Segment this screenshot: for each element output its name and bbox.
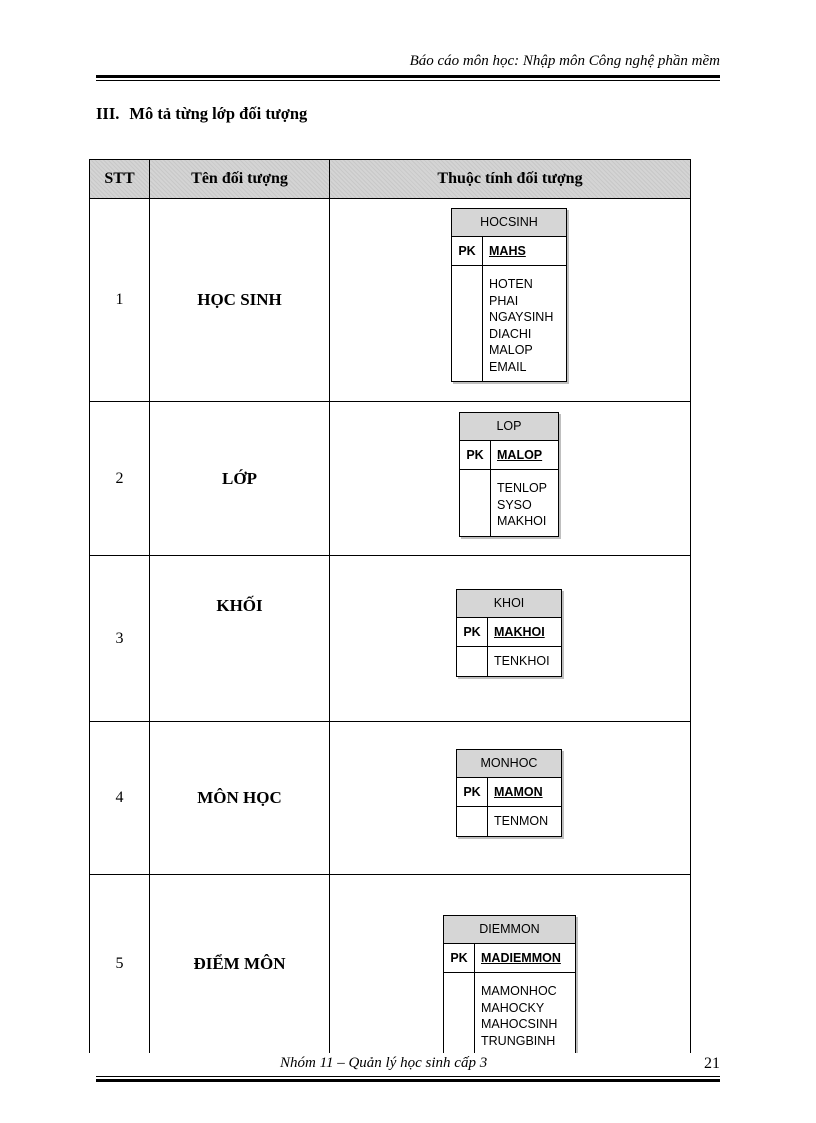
attribute: EMAIL bbox=[489, 359, 527, 374]
row-stt: 3 bbox=[90, 556, 150, 722]
attribute: MAKHOI bbox=[497, 514, 547, 528]
entity-title: KHOI bbox=[457, 590, 561, 618]
attribute: MALOP bbox=[489, 343, 533, 357]
row-attributes-cell bbox=[330, 875, 691, 1053]
entity-attribute-row bbox=[457, 647, 561, 676]
footer-rule-thick bbox=[96, 1079, 720, 1082]
page-header-title: Báo cáo môn học: Nhập môn Công nghệ phần mềm bbox=[409, 53, 720, 69]
attribute: TENLOP bbox=[497, 481, 548, 495]
entity-box-hocsinh bbox=[451, 208, 567, 382]
table-row bbox=[90, 199, 691, 402]
column-header-stt: STT bbox=[90, 160, 150, 199]
table-header-row bbox=[90, 160, 691, 199]
row-object-name: LỚP bbox=[150, 402, 330, 556]
attribute: TENKHOI bbox=[494, 654, 550, 668]
pk-label: PK bbox=[452, 237, 483, 265]
entity-title: HOCSINH bbox=[452, 209, 566, 237]
column-header-name: Tên đối tượng bbox=[150, 160, 330, 199]
pk-label: PK bbox=[457, 778, 488, 806]
header-rule-thin bbox=[96, 80, 720, 81]
page-footer-text: Nhóm 11 – Quản lý học sinh cấp 3 bbox=[280, 1055, 488, 1071]
entity-box-khoi bbox=[456, 589, 562, 677]
row-object-name: MÔN HỌC bbox=[150, 722, 330, 875]
row-stt: 2 bbox=[90, 402, 150, 556]
footer-rule-thin bbox=[96, 1076, 720, 1077]
table-row bbox=[90, 875, 691, 1053]
attribute-list bbox=[483, 266, 566, 381]
row-attributes-cell bbox=[330, 556, 691, 722]
entity-title: DIEMMON bbox=[444, 916, 575, 944]
primary-key: MAHS bbox=[489, 244, 526, 258]
attribute: MAMONHOC bbox=[481, 984, 557, 998]
attribute: TRUNGBINH bbox=[481, 1033, 556, 1048]
entity-attribute-row bbox=[460, 470, 558, 536]
entity-title: MONHOC bbox=[457, 750, 561, 778]
attribute: DIACHI bbox=[489, 326, 532, 341]
entity-attribute-row bbox=[444, 973, 575, 1053]
table-row bbox=[90, 556, 691, 722]
section-number: III. bbox=[96, 104, 120, 123]
object-table bbox=[89, 159, 691, 1053]
attribute: NGAYSINH bbox=[489, 310, 554, 324]
entity-title: LOP bbox=[460, 413, 558, 441]
attribute: TENMON bbox=[494, 814, 549, 828]
pk-label: PK bbox=[444, 944, 475, 972]
section-heading bbox=[96, 104, 307, 124]
attribute-list bbox=[488, 807, 561, 836]
entity-pk-row bbox=[460, 441, 558, 470]
table-row bbox=[90, 722, 691, 875]
row-object-name: HỌC SINH bbox=[150, 199, 330, 402]
primary-key: MADIEMMON bbox=[481, 951, 561, 965]
entity-box-diemmon bbox=[443, 915, 576, 1053]
attribute: PHAI bbox=[489, 293, 519, 308]
entity-pk-row bbox=[457, 778, 561, 807]
primary-key: MALOP bbox=[497, 448, 543, 462]
attribute: SYSO bbox=[497, 497, 532, 512]
section-title: Mô tả từng lớp đối tượng bbox=[129, 104, 308, 123]
attribute-list bbox=[491, 470, 558, 536]
attribute: MAHOCKY bbox=[481, 1000, 545, 1015]
pk-label: PK bbox=[457, 618, 488, 646]
entity-box-monhoc bbox=[456, 749, 562, 837]
row-attributes-cell bbox=[330, 402, 691, 556]
entity-pk-row bbox=[452, 237, 566, 266]
row-stt: 1 bbox=[90, 199, 150, 402]
entity-pk-row bbox=[457, 618, 561, 647]
page-number: 21 bbox=[704, 1055, 720, 1072]
header-rule-thick bbox=[96, 75, 720, 78]
row-object-name: KHỐI bbox=[150, 556, 330, 722]
attribute-list bbox=[488, 647, 561, 676]
primary-key: MAKHOI bbox=[494, 625, 545, 639]
entity-pk-row bbox=[444, 944, 575, 973]
entity-box-lop bbox=[459, 412, 559, 537]
entity-attribute-row bbox=[457, 807, 561, 836]
attribute: HOTEN bbox=[489, 277, 533, 291]
pk-label: PK bbox=[460, 441, 491, 469]
entity-attribute-row bbox=[452, 266, 566, 381]
table-row bbox=[90, 402, 691, 556]
primary-key: MAMON bbox=[494, 785, 543, 799]
column-header-attributes: Thuộc tính đối tượng bbox=[330, 160, 691, 199]
row-stt: 4 bbox=[90, 722, 150, 875]
row-attributes-cell bbox=[330, 722, 691, 875]
row-object-name: ĐIỂM MÔN bbox=[150, 875, 330, 1053]
attribute-list bbox=[475, 973, 575, 1053]
row-attributes-cell bbox=[330, 199, 691, 402]
attribute: MAHOCSINH bbox=[481, 1017, 558, 1031]
row-stt: 5 bbox=[90, 875, 150, 1053]
